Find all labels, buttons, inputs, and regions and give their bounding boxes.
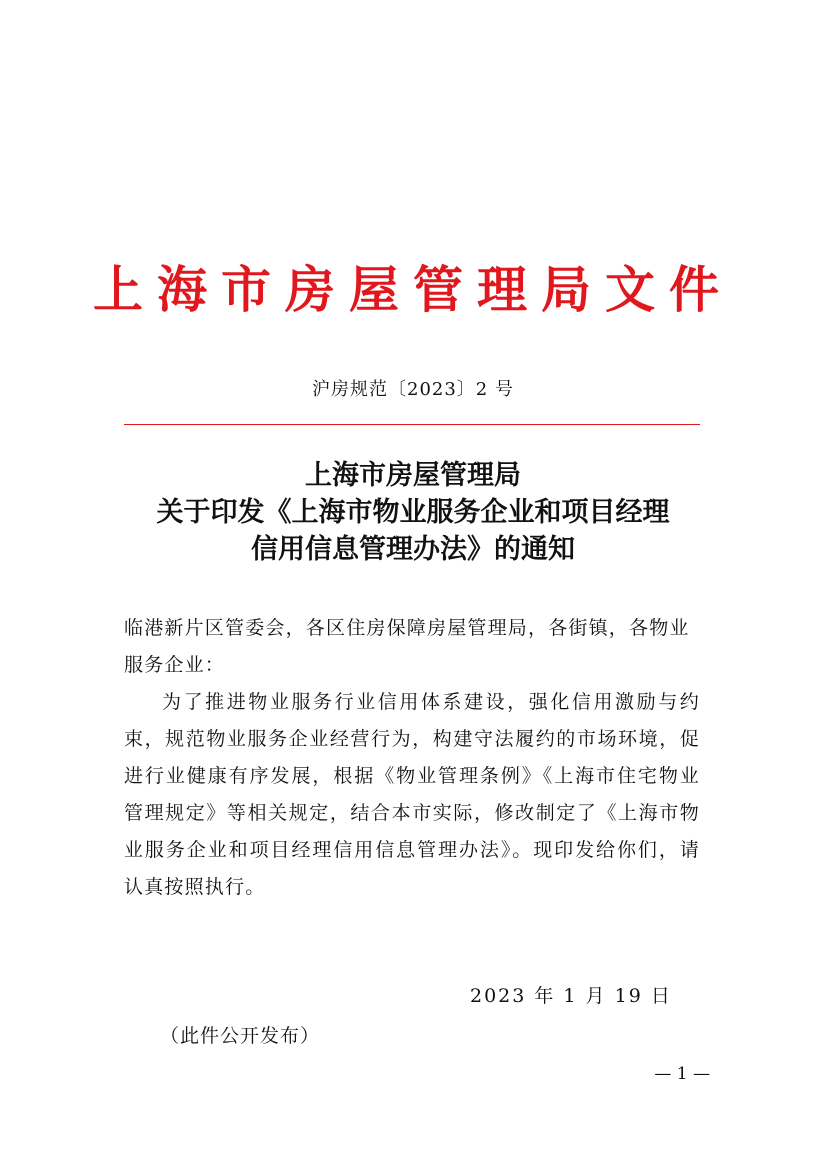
document-number: 沪房规范〔2023〕2 号 — [312, 379, 514, 400]
issue-date: 2023 年 1 月 19 日 — [470, 985, 672, 1007]
publication-note: （此件公开发布） — [160, 1025, 321, 1047]
notice-title-line-1: 上海市房屋管理局 — [305, 460, 521, 491]
notice-title-line-3: 信用信息管理办法》的通知 — [251, 534, 575, 565]
notice-title-line-2: 关于印发《上海市物业服务企业和项目经理 — [156, 497, 670, 528]
masthead-title: 上海市房屋管理局文件 — [93, 260, 733, 319]
notice-body — [124, 610, 700, 906]
notice-title — [0, 457, 826, 568]
page-number: — 1 — — [654, 1064, 710, 1084]
body-paragraph: 为了推进物业服务行业信用体系建设，强化信用激励与约束，规范物业服务企业经营行为，构建守法履约的市场环境，促进行业健康有序发展，根据《物业管理条例》《上海市住宅物业管理规定》等相关规定，结合本市实际，修改制定了《上海市物业服务企业和项目经理信用信息管理办法》。现印发给你们，请认真按照执行。 — [124, 691, 700, 898]
red-divider-line — [124, 424, 700, 425]
recipients-line: 临港新片区管委会，各区住房保障房屋管理局，各街镇，各物业服务企业： — [124, 617, 690, 676]
